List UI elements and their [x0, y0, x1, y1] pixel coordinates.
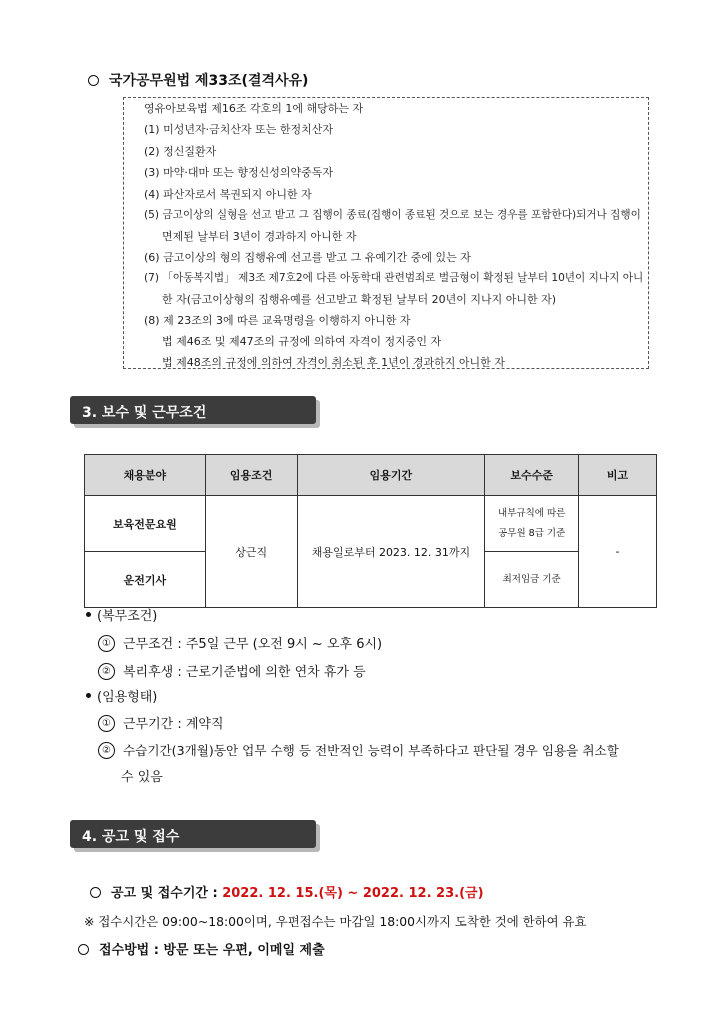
disq-line: 면제된 날부터 3년이 경과하지 아니한 자 [162, 230, 357, 243]
section3-header-text: 3. 보수 및 근무조건 [82, 405, 207, 421]
disq-line: (4) 파산자로서 복권되지 아니한 자 [144, 188, 312, 201]
disq-line: 법 제46조 및 제47조의 규정에 의하여 자격이 정지중인 자 [162, 335, 442, 348]
work-item [98, 661, 366, 681]
section4-header [70, 820, 316, 848]
number-icon: ① [98, 715, 115, 732]
circle-bullet-icon [78, 944, 89, 955]
pay-cell [485, 496, 579, 552]
dot-bullet-icon [86, 693, 91, 698]
disq-line: (1) 미성년자·금치산자 또는 한정치산자 [144, 123, 333, 136]
emp-title [86, 686, 157, 705]
work-title-text: (복무조건) [97, 609, 158, 624]
emp-title-text: (임용형태) [97, 690, 158, 705]
disq-line: 영유아보육법 제16조 각호의 1에 해당하는 자 [144, 102, 364, 115]
section4-header-text: 4. 공고 및 접수 [82, 829, 180, 845]
work-title [86, 605, 157, 624]
note-cell: - [579, 496, 657, 608]
disq-title [88, 70, 308, 90]
disq-line: (3) 마약·대마 또는 향정신성의약중독자 [144, 166, 333, 179]
field-cell: 운전기사 [85, 552, 206, 608]
table-header-cell: 채용분야 [85, 455, 206, 496]
reception-note: ※ 접수시간은 09:00~18:00이며, 우편접수는 마감일 18:00시까지 도착한 것에 한하여 유효 [84, 914, 587, 929]
disq-line: (5) 금고이상의 실형을 선고 받고 그 집행이 종료(집행이 종료된 것으로 보는 경우를 포함한다)되거나 집행이 [144, 209, 641, 221]
circle-bullet-icon [90, 887, 101, 898]
dot-bullet-icon [86, 612, 91, 617]
disq-line: (8) 제 23조의 3에 따른 교육명령을 이행하지 아니한 자 [144, 314, 411, 327]
pay-line: 내부규칙에 따른 [498, 507, 566, 519]
emp-item-text: 수습기간(3개월)동안 업무 수행 등 전반적인 능력이 부족하다고 판단될 경우 임용을 취소할 [123, 743, 619, 758]
method-text: 접수방법 : 방문 또는 우편, 이메일 제출 [99, 943, 325, 958]
number-icon: ② [98, 742, 115, 759]
emp-item [98, 740, 619, 760]
table-header-row [85, 455, 657, 496]
emp-item-cont: 수 있음 [121, 770, 163, 785]
period-label: 공고 및 접수기간 : [111, 886, 218, 901]
table-header-cell: 임용조건 [205, 455, 297, 496]
disq-line: 한 자(금고이상형의 집행유예를 선고받고 확정된 날부터 20년이 지나지 아니한 자) [162, 293, 557, 306]
period-line [90, 882, 484, 901]
section3-header [70, 396, 316, 424]
work-item-text: 복리후생 : 근로기준법에 의한 연차 휴가 등 [123, 665, 366, 680]
period-cell: 채용일로부터 2023. 12. 31까지 [297, 496, 485, 608]
disq-line: (7) 「아동복지법」 제3조 제7호2에 다른 아동학대 관련범죄로 벌금형이 확정된 날부터 10년이 지나지 아니 [144, 272, 644, 284]
emp-item [98, 713, 224, 733]
condition-cell: 상근직 [205, 496, 297, 608]
disq-line: (2) 정신질환자 [144, 145, 217, 158]
employment-table [84, 454, 657, 608]
table-header-cell: 보수수준 [485, 455, 579, 496]
disq-title-text: 국가공무원법 제33조(결격사유) [109, 73, 309, 89]
disq-line: (6) 금고이상의 형의 집행유예 선고를 받고 그 유예기간 중에 있는 자 [144, 251, 471, 264]
pay-cell: 최저임금 기준 [485, 552, 579, 608]
period-value: 2022. 12. 15.(목) ~ 2022. 12. 23.(금) [222, 886, 484, 901]
emp-item-text: 근무기간 : 계약직 [123, 717, 224, 732]
disq-line: 법 제48조의 규정에 의하여 자격이 취소된 후 1년이 경과하지 아니한 자 [162, 356, 505, 369]
number-icon: ① [98, 635, 115, 652]
pay-line: 공무원 8급 기준 [498, 527, 566, 539]
number-icon: ② [98, 663, 115, 680]
circle-bullet-icon [88, 75, 99, 86]
table-header-cell: 임용기간 [297, 455, 485, 496]
table-row [85, 496, 657, 552]
work-item [98, 633, 382, 653]
work-item-text: 근무조건 : 주5일 근무 (오전 9시 ~ 오후 6시) [123, 637, 383, 652]
method-line [78, 939, 325, 958]
table-header-cell: 비고 [579, 455, 657, 496]
field-cell: 보육전문요원 [85, 496, 206, 552]
